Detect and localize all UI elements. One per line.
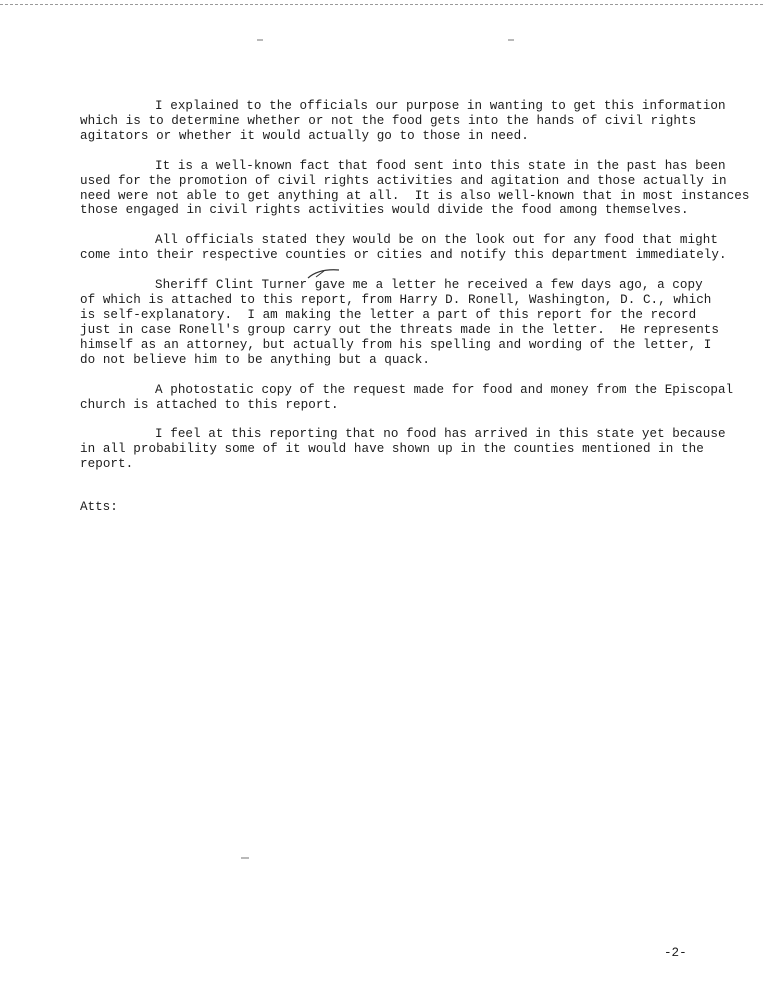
- scan-speck: [241, 857, 249, 859]
- paragraph-purpose: [80, 99, 745, 144]
- text-line: need were not able to get anything at all. It is also well-known that in most instances: [80, 188, 750, 203]
- text-line: report.: [80, 457, 134, 472]
- text-line: I feel at this reporting that no food has arrived in this state yet because: [155, 427, 726, 442]
- paragraph-officials: [80, 233, 745, 263]
- text-line: Sheriff Clint Turner gave me a letter he received a few days ago, a copy: [155, 278, 703, 293]
- scan-speck: [257, 39, 263, 41]
- text-line: A photostatic copy of the request made for food and money from the Episcopal: [155, 382, 734, 397]
- text-line: used for the promotion of civil rights activities and agitation and those actually in: [80, 173, 727, 188]
- paragraph-conclusion: [80, 427, 745, 472]
- text-line: I explained to the officials our purpose in wanting to get this information: [155, 99, 726, 113]
- text-line: which is to determine whether or not the food gets into the hands of civil rights: [80, 113, 697, 128]
- paragraph-sheriff-letter: [80, 278, 745, 367]
- text-line: himself as an attorney, but actually from his spelling and wording of the letter, I: [80, 337, 712, 352]
- text-line: just in case Ronell's group carry out the threats made in the letter. He represents: [80, 322, 720, 337]
- attachments-label: Atts:: [80, 500, 118, 514]
- report-body: [80, 99, 750, 487]
- page-number: -2-: [664, 946, 687, 960]
- scan-top-edge: [0, 4, 763, 5]
- text-line: do not believe him to be anything but a quack.: [80, 352, 430, 367]
- text-line: church is attached to this report.: [80, 397, 339, 412]
- text-line: of which is attached to this report, from Harry D. Ronell, Washington, D. C., which: [80, 293, 712, 308]
- text-line: All officials stated they would be on the look out for any food that might: [155, 233, 718, 248]
- text-line: It is a well-known fact that food sent into this state in the past has been: [155, 158, 726, 173]
- paragraph-past-food: [80, 158, 750, 219]
- text-line: those engaged in civil rights activities would divide the food among themselves.: [80, 203, 689, 218]
- paragraph-photostatic-copy: [80, 383, 745, 413]
- text-line: come into their respective counties or cities and notify this department immediately.: [80, 248, 727, 263]
- scan-speck: [508, 39, 514, 41]
- handwritten-pen-mark: [306, 267, 346, 286]
- text-line: in all probability some of it would have shown up in the counties mentioned in the: [80, 442, 704, 457]
- text-line: agitators or whether it would actually go to those in need.: [80, 128, 529, 143]
- text-line: is self-explanatory. I am making the letter a part of this report for the record: [80, 307, 697, 322]
